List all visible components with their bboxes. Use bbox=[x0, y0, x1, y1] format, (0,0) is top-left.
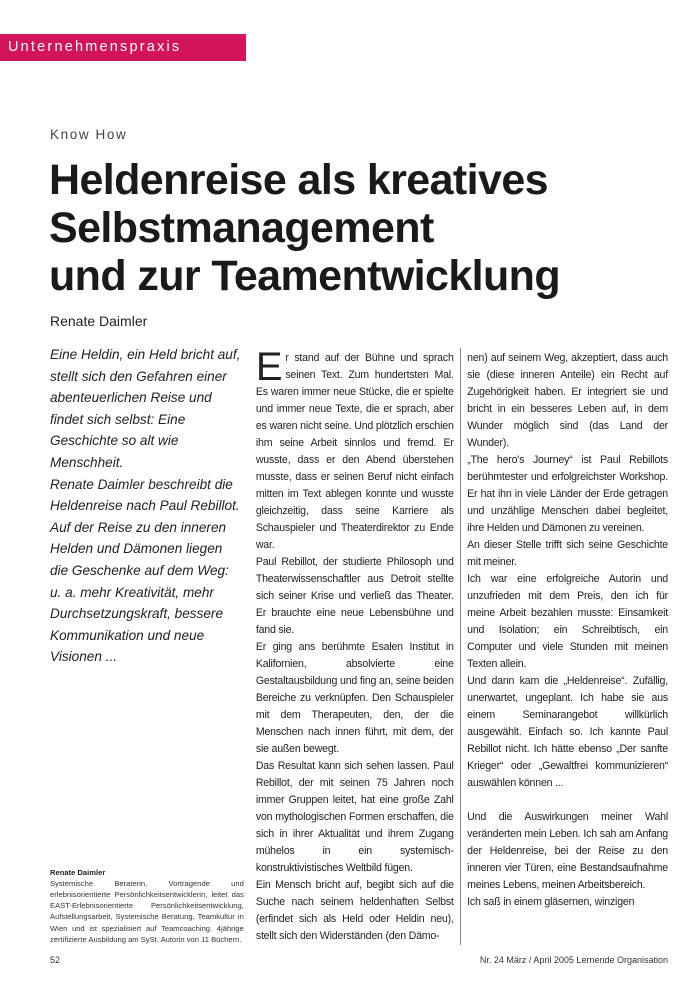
author-byline: Renate Daimler bbox=[50, 313, 148, 329]
article-body-area bbox=[50, 344, 668, 965]
title-line: Selbstmanagement bbox=[49, 204, 434, 252]
lead-text: Eine Heldin, ein Held bricht auf, stellt sich den Gefahren einer abenteuerlichen Reise und findet sich selbst: Eine Geschichte so alt wie Menschheit. bbox=[50, 347, 241, 470]
page-number: 52 bbox=[50, 955, 61, 965]
body-paragraph: „The hero's Journey“ ist Paul Rebillots berühmtester und erfolgreichster Workshop. Er hat ihn in viele Länder der Erde getragen und unzählige Menschen dabei begleitet, ihre Helden und Dämonen zu vereinen. bbox=[467, 454, 668, 534]
body-paragraph: Und dann kam die „Heldenreise“. Zufällig, unerwartet, ungeplant. Ich habe sie aus einem Seminarangebot willkürlich ausgewählt. Einfach so. Ich kannte Paul Rebillot nicht. Ich hätte ebenso „Der sanfte Krieger“ oder „Gewaltfrei kommunizieren“ auswählen können ... bbox=[467, 675, 668, 789]
body-paragraph: Paul Rebillot, der studierte Philosoph und Theaterwissenschaftler aus Detroit stellte sich seiner Krise und verließ das Theater. Er brauchte eine neue Lebensbühne und fand sie. bbox=[255, 556, 454, 636]
lead-paragraph bbox=[50, 344, 244, 668]
body-paragraph: Das Resultat kann sich sehen lassen. Paul Rebillot, der mit seinen 75 Jahren noch immer Gruppen leitet, hat eine große Zahl von mythologischen Formen erschaffen, die sich in ihrer Aktualität und ihrem Zugang mühelos in ein systemisch-konstruktivistisches Weltbild fügen. bbox=[255, 760, 454, 874]
body-column-2 bbox=[467, 344, 668, 945]
body-paragraph: Und die Auswirkungen meiner Wahl veränderten mein Leben. Ich sah am Anfang der Heldenreise, bei der Reise zu den inneren vier Türen, eine Bestandsaufnahme meines Lebens, meinen Arbeitsbereich. bbox=[467, 811, 668, 891]
body-column-1 bbox=[256, 344, 454, 945]
title-line: und zur Teamentwicklung bbox=[49, 252, 560, 300]
column-row bbox=[50, 344, 668, 945]
paragraph-gap bbox=[467, 792, 668, 809]
kicker: Know How bbox=[50, 127, 128, 142]
body-paragraph: Ich saß in einem gläsernen, winzigen bbox=[467, 896, 635, 908]
lead-text: Renate Daimler beschreibt die Heldenreise nach Paul Rebillot. Auf der Reise zu den inneren Helden und Dämonen liegen die Geschenke auf dem Weg: u. a. mehr Kreativität, mehr Durchsetzungskraft, bessere Kommunikation und neue Visionen ... bbox=[50, 476, 240, 665]
bio-text: Systemische Beraterin, Vortragende und erlebnisorientierte Persönlichkeitsentwicklerin, leitet das EAST-Erlebnisorientierte Persönlichkeitsentwicklung, Aufstellungsarbeit, Systemische Beratung, Teamkultur in Wien und ist spezialisiert auf Teamcoaching. 4jährige zertifizierte Ausbildung am SySt. Autorin von 11 Büchern. bbox=[50, 878, 244, 944]
body-paragraph bbox=[255, 345, 454, 554]
column-divider bbox=[460, 348, 462, 945]
page-footer bbox=[50, 955, 668, 965]
body-paragraph: Ein Mensch bricht auf, begibt sich auf die Suche nach seinem heldenhaften Selbst (erfindet sich als Held oder Heldin neu), stellt sich den Widerständen (den Dämo- bbox=[255, 879, 454, 942]
body-text: r stand auf der Bühne und sprach seinen Text. Zum hundertsten Mal. Es waren immer neue Stücke, die er spielte und immer neue Texte, die er sprach, aber es waren nicht seine. Und plötzlich erschien ihm seine Arbeit sinnlos und fremd. Er wusste, dass er den Abend überstehen musste, dass er seinen Beruf nicht einfach mitten im Text ablegen konnte und wusste gleichzeitig, dass seine Karriere als Schauspieler und Theaterdirektor zu Ende war. bbox=[255, 352, 454, 551]
issue-footer: Nr. 24 März / April 2005 Lernende Organisation bbox=[479, 955, 668, 965]
section-label: Unternehmenspraxis bbox=[0, 34, 246, 61]
body-paragraph: Er ging ans berühmte Esalen Institut in Kalifornien, absolvierte eine Gestaltausbildung und fing an, seine beiden Bereiche zu verknüpfen. Den Schauspieler mit dem Therapeuten, den, der die Menschen nach innen führt, mit dem, der sie außen bewegt. bbox=[255, 641, 454, 755]
body-paragraph: nen) auf seinem Weg, akzeptiert, dass auch sie (diese inneren Anteile) ein Recht auf Zugehörigkeit haben. Er integriert sie und bricht in ein besseres Leben auf, in dem Wunder möglich sind (das Land der Wunder). bbox=[467, 352, 668, 449]
body-paragraph: Ich war eine erfolgreiche Autorin und unzufrieden mit dem Preis, den ich für meine Arbeit bezahlen musste: Einsamkeit und Isolation; ein Schreibtisch, ein Computer und viele Stunden mit meinen Texten allein. bbox=[467, 573, 668, 670]
author-bio bbox=[50, 843, 244, 945]
drop-cap: E bbox=[255, 345, 283, 389]
article-title bbox=[49, 156, 669, 300]
title-line: Heldenreise als kreatives bbox=[49, 156, 548, 204]
body-paragraph: An dieser Stelle trifft sich seine Geschichte mit meiner. bbox=[467, 539, 668, 568]
left-column bbox=[50, 344, 244, 945]
bio-name: Renate Daimler bbox=[50, 867, 106, 877]
